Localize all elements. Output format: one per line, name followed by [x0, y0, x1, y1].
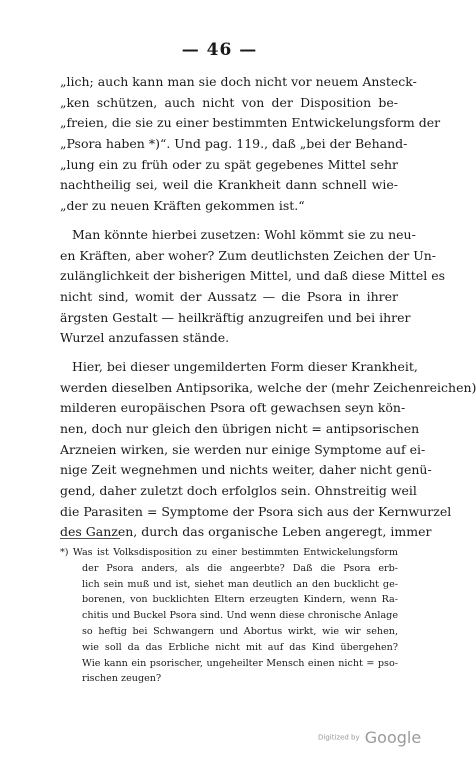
- digitized-watermark: [318, 727, 421, 747]
- text-line: zulänglichkeit der bisherigen Mittel, und daß diese Mittel es: [60, 268, 446, 284]
- footnote-line: *) Was ist Volksdisposition zu einer bestimmten Entwickelungsform: [60, 547, 398, 558]
- text-line: Hier, bei dieser ungemilderten Form dieser Krankheit,: [72, 358, 418, 374]
- text-line: ärgsten Gestalt — heilkräftig anzugreifen und bei ihrer: [60, 309, 411, 325]
- text-line: nen, doch nur gleich den übrigen nicht = antipsorischen: [60, 421, 420, 436]
- page-number: — 46 —: [181, 40, 258, 60]
- footnote-line: so heftig bei Schwangern und Abortus wirkt, wie wir sehen,: [82, 625, 398, 637]
- footnote-line: rischen zeugen?: [82, 673, 162, 685]
- text-line: „lich; auch kann man sie doch nicht vor neuem Ansteck-: [60, 74, 417, 89]
- watermark-prefix: Digitized by: [318, 733, 360, 742]
- footnote-line: borenen, von bucklichten Eltern erzeugten Kindern, wenn Ra-: [82, 594, 398, 606]
- watermark-brand: Google: [364, 728, 422, 747]
- footnote-line: Wie kann ein psorischer, ungeheilter Mensch einen nicht = pso-: [82, 657, 398, 669]
- text-line: „lung ein zu früh oder zu spät gegebenes Mittel sehr: [60, 156, 398, 172]
- text-line: nachtheilig sei, weil die Krankheit dann schnell wie-: [60, 177, 398, 193]
- footnote-line: lich sein muß und ist, siehet man deutlich an den bucklicht ge-: [82, 578, 398, 590]
- text-line: nicht sind, womit der Aussatz — die Psora in ihrer: [60, 288, 398, 304]
- paragraph-gap: [60, 349, 398, 357]
- footnote-rule: [60, 538, 120, 539]
- text-line: „ken schützen, auch nicht von der Disposition be-: [60, 94, 398, 110]
- text-line: en Kräften, aber woher? Zum deutlichsten Zeichen der Un-: [60, 247, 437, 263]
- text-line: Wurzel anzufassen stände.: [60, 330, 230, 346]
- text-line: „Psora haben *)“. Und pag. 119., daß „bei der Behand-: [60, 136, 408, 152]
- text-line: die Parasiten = Symptome der Psora sich aus der Kernwurzel: [60, 503, 452, 519]
- text-line: Arzneien wirken, sie werden nur einige Symptome auf ei-: [60, 441, 426, 457]
- paragraph-gap: [60, 217, 398, 225]
- footnote-line: wie soll da das Erbliche nicht mit auf das Kind übergehen?: [82, 641, 398, 653]
- footnote-line: der Psora anders, als die angeerbte? Daß die Psora erb-: [82, 562, 398, 574]
- text-line: werden dieselben Antipsorika, welche der (mehr Zeichenreichen): [60, 379, 476, 395]
- body-text: [60, 72, 476, 543]
- text-line: des Ganzen, durch das organische Leben angeregt, immer: [60, 524, 432, 540]
- text-line: „freien, die sie zu einer bestimmten Entwickelungsform der: [60, 115, 441, 131]
- text-line: Man könnte hierbei zusetzen: Wohl kömmt sie zu neu-: [72, 226, 416, 242]
- text-line: „der zu neuen Kräften gekommen ist.“: [60, 198, 305, 214]
- text-line: nige Zeit wegnehmen und nichts weiter, daher nicht genü-: [60, 462, 432, 478]
- footnote-line: chitis und Buckel Psora sind. Und wenn diese chronische Anlage: [82, 610, 398, 622]
- footnote: [60, 545, 398, 687]
- text-line: milderen europäischen Psora oft gewachsen seyn kön-: [60, 400, 406, 416]
- text-line: gend, daher zuletzt doch erfolglos sein. Ohnstreitig weil: [60, 483, 417, 499]
